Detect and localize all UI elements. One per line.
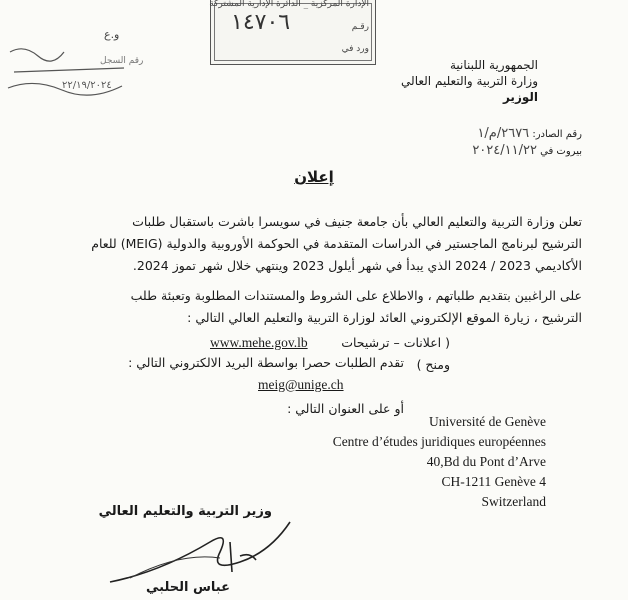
corner-note-line3: ٢٢/١٩/٢٠٢٤ (62, 80, 112, 91)
republic-name: الجمهورية اللبنانية (449, 58, 538, 72)
office-name: الوزير (502, 90, 538, 104)
stamp-header: الإدارة المركزية _ الدائرة الإدارية المشتركة (209, 0, 369, 9)
signature-title: وزير التربية والتعليم العالي (98, 504, 272, 519)
ministry-name: وزارة التربية والتعليم العالي (401, 74, 538, 88)
email-intro: تقدم الطلبات حصرا بواسطة البريد الالكتروني التالي : (128, 355, 404, 370)
paragraph-1 (62, 211, 582, 277)
stamp-number-value: ١٤٧٠٦ (231, 10, 291, 35)
issue-label: رقم الصادر: (532, 129, 582, 140)
address-intro: أو على العنوان التالي : (287, 401, 404, 416)
paragraph-2 (62, 285, 582, 329)
paragraph-2-line: على الراغبين بتقديم طلباتهم ، والاطلاع على الشروط والمستندات المطلوبة وتعبئة طلب (130, 288, 582, 303)
signatory-name: عباس الحلبي (145, 580, 230, 595)
address-line: CH-1211 Genève 4 (441, 474, 546, 489)
paragraph-1-line: تعلن وزارة التربية والتعليم العالي بأن جامعة جنيف في سويسرا باشرت باستقبال طلبات (132, 214, 582, 229)
email-link[interactable]: meig@unige.ch (258, 377, 344, 392)
corner-note-line2: رقم السجل (100, 56, 144, 66)
corner-note (4, 28, 154, 98)
stamp-received-label: ورد في (341, 44, 369, 54)
date-value: ٢٠٢٤/١١/٢٢ (472, 143, 537, 158)
address-line: Switzerland (481, 494, 546, 509)
paragraph-1-line: الترشيح لبرنامج الماجستير في الدراسات المتقدمة في الحوكمة الأوروبية والدولية (MEIG) للعام (91, 236, 582, 251)
address-line: Centre d’études juridiques européennes (332, 434, 546, 449)
paragraph-2-line: الترشيح ، زيارة الموقع الإلكتروني العائد لوزارة التربية والتعليم العالي التالي : (187, 310, 582, 325)
corner-note-line1: و.ع (104, 28, 120, 41)
stamp-number-label: رقـم (351, 22, 369, 32)
corner-scribble (4, 28, 154, 98)
registry-stamp (210, 0, 376, 65)
issue-number: ٢٦٧٦/م/١ (477, 126, 530, 141)
letterhead (338, 58, 538, 104)
reference-block (382, 126, 582, 158)
paragraph-1-line: الأكاديمي 2023 / 2024 الذي يبدأ في شهر أيلول 2023 وينتهي خلال شهر تموز 2024. (132, 258, 582, 273)
website-note: ( اعلانات – ترشيحات ومنح ) (341, 335, 450, 372)
document-title: إعلان (294, 168, 334, 186)
address-line: 40,Bd du Pont d’Arve (426, 454, 546, 469)
address-line: Université de Genève (429, 414, 546, 429)
website-link[interactable]: www.mehe.gov.lb (210, 335, 308, 350)
date-label: بيروت في (540, 146, 582, 157)
address-block (306, 412, 546, 512)
